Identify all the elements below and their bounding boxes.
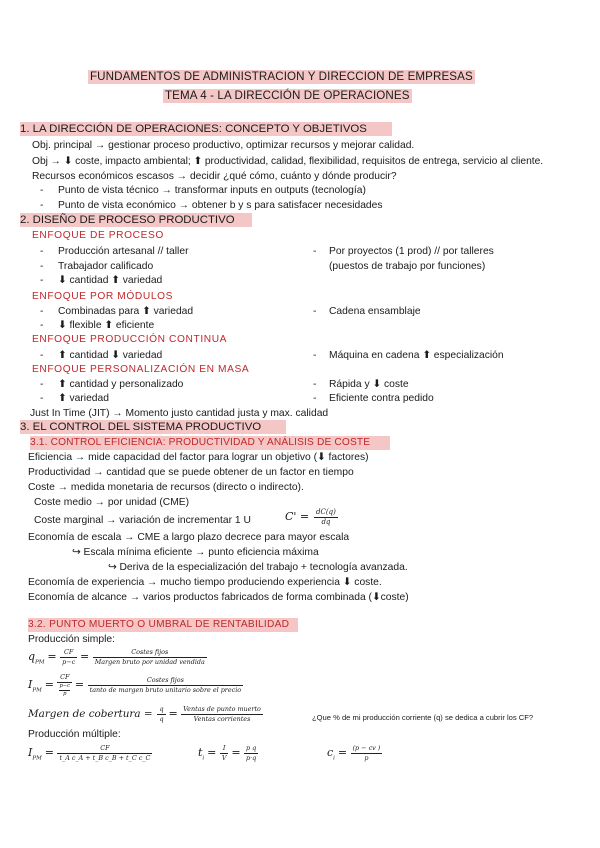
subsection-3-1-heading: 3.1. CONTROL EFICIENCIA: PRODUCTIVIDAD Y ANÁLISIS DE COSTE (30, 436, 390, 450)
bullet-dash: - (40, 261, 44, 272)
ti-den-2: p·q (246, 754, 257, 762)
s3-escala-minima: ↪ Escala mínima eficiente → punto eficiencia máxima (72, 547, 319, 558)
ec-right-1: Máquina en cadena ⬆ especialización (329, 350, 504, 361)
enfoque-proceso-heading: ENFOQUE DE PROCESO (32, 230, 164, 241)
document-subtitle: TEMA 4 - LA DIRECCIÓN DE OPERACIONES (165, 89, 410, 102)
section-3-heading: 3. EL CONTROL DEL SISTEMA PRODUCTIVO (20, 420, 286, 434)
bullet-dash: - (40, 393, 44, 404)
section-2-heading: 2. DISEÑO DE PROCESO PRODUCTIVO (20, 213, 252, 227)
mc-den-1: q (159, 715, 164, 723)
marginal-cost-formula (285, 508, 338, 527)
bullet-dash: - (313, 393, 317, 404)
subsection-3-2-heading: 3.2. PUNTO MUERTO O UMBRAL DE RENTABILIDAD (28, 618, 298, 632)
bullet-dash: - (40, 200, 44, 211)
ti-symbol: t (198, 746, 203, 760)
ipm-m-symbol: I (28, 746, 33, 760)
produccion-simple-label: Producción simple: (28, 634, 115, 645)
ipm-m-num: CF (57, 744, 152, 754)
bullet-dash: - (40, 320, 44, 331)
ep-item-3: ⬇ cantidad ⬆ variedad (58, 275, 163, 286)
ipm-den-2: tanto de margen bruto unitario sobre el precio (89, 686, 242, 694)
s1-objective-main: Obj. principal → gestionar proceso productivo, optimizar recursos y mejorar calidad. (32, 140, 415, 151)
ci-formula: $c_i$ = $\frac{(p - cv )}{p}$ (327, 744, 381, 762)
ipm-num-2: Costes fijos (88, 676, 243, 686)
ci-den: p (364, 754, 369, 762)
em-item-1: Combinadas para ⬆ variedad (58, 306, 194, 317)
margen-cobertura-formula: Margen de cobertura = $\frac{q}{q}$ = $\frac{\text{Ventas de punto muerto}}{\text{Ventas corrientes}}$ (28, 705, 261, 723)
ep-right-2: (puestos de trabajo por funciones) (329, 261, 486, 272)
ec-item-1: ⬆ cantidad ⬇ variedad (58, 350, 163, 361)
ipm-num-1: CF (57, 673, 72, 683)
s3-economia-experiencia: Economía de experiencia → mucho tiempo produciendo experiencia ⬇ coste. (28, 577, 382, 588)
jit-line: Just In Time (JIT) → Momento justo cantidad justa y max. calidad (30, 408, 329, 419)
s3-coste-medio: Coste medio → por unidad (CME) (34, 497, 190, 508)
qpm-num-2: Costes fijos (93, 648, 207, 658)
ci-num: (p − cv ) (352, 744, 381, 752)
ti-num-1: I (220, 744, 229, 754)
s1-bullet-economic: Punto de vista económico → obtener b y s para satisfacer necesidades (58, 200, 383, 211)
pm-right-1: Rápida y ⬇ coste (329, 379, 409, 390)
qpm-subscript: PM (35, 659, 45, 666)
ipm-den-1b: p (63, 691, 67, 697)
qpm-den-2: Margen bruto por unidad vendida (94, 658, 205, 666)
s3-economia-escala: Economía de escala → CME a largo plazo decrece para mayor escala (28, 532, 350, 543)
s1-bullet-technical: Punto de vista técnico → transformar inputs en outputs (tecnología) (58, 185, 366, 196)
enfoque-masa-heading: ENFOQUE PERSONALIZACIÓN EN MASA (32, 364, 250, 375)
section-1-heading: 1. LA DIRECCIÓN DE OPERACIONES: CONCEPTO Y OBJETIVOS (20, 122, 392, 136)
s1-resources: Recursos económicos escasos → decidir ¿qué cómo, cuánto y dónde producir? (32, 171, 397, 182)
produccion-multiple-label: Producción múltiple: (28, 729, 121, 740)
ti-den-1: V (221, 754, 227, 762)
s3-especializacion: ↪ Deriva de la especialización del trabajo + tecnología avanzada. (108, 562, 408, 573)
document-title: FUNDAMENTOS DE ADMINISTRACION Y DIRECCION DE EMPRESAS (90, 70, 473, 83)
ipm-den-1a: p−c (59, 683, 71, 689)
pm-item-2: ⬆ variedad (58, 393, 109, 404)
em-right-1: Cadena ensamblaje (329, 306, 421, 317)
s3-eficiencia: Eficiencia → mide capacidad del factor para lograr un objetivo (⬇ factores) (28, 452, 369, 463)
pm-right-2: Eficiente contra pedido (329, 393, 434, 404)
ep-right-1: Por proyectos (1 prod) // por talleres (329, 246, 494, 257)
ipm-m-subscript: PM (32, 755, 42, 762)
ipm-symbol: I (28, 678, 33, 692)
mc-den-2: Ventas corrientes (193, 715, 251, 723)
s3-economia-alcance: Economía de alcance → varios productos fabricados de forma combinada (⬇coste) (28, 592, 409, 603)
ci-symbol: c (327, 746, 334, 760)
mc-num-1: q (159, 705, 164, 713)
bullet-dash: - (40, 379, 44, 390)
s3-productividad: Productividad → cantidad que se puede obtener de un factor en tiempo (28, 467, 354, 478)
ep-item-2: Trabajador calificado (58, 261, 154, 272)
s1-objectives: Obj → ⬇ coste, impacto ambiental; ⬆ productividad, calidad, flexibilidad, requisitos de entrega, servicio al cliente. (32, 156, 544, 167)
ipm-multiple-formula: $I_{PM}$ = $\frac{CF}{\text{t\_A c\_A + t\_B c\_B + t\_C c\_C}}$ (28, 744, 151, 762)
qpm-num-1: CF (60, 648, 77, 658)
bullet-dash: - (40, 185, 44, 196)
formula-lhs: C' = (285, 510, 310, 524)
ti-formula: $t_i$ = $\frac{I}{V}$ = $\frac{\text{p q}}{p\cdot q}$ (198, 744, 257, 762)
qpm-symbol: q (28, 650, 36, 664)
formula-denominator: dq (321, 518, 331, 526)
mc-num-2: Ventas de punto muerto (183, 705, 261, 713)
ipm-formula: $I_{PM}$ = CF p−c p = $\frac{\text{Costes fijos}}{\text{tanto de margen bruto unitario sobre el precio}}$ (28, 673, 242, 697)
enfoque-continua-heading: ENFOQUE PRODUCCIÓN CONTINUA (32, 334, 228, 345)
s3-coste-marginal: Coste marginal → variación de incrementar 1 U (34, 515, 251, 526)
cobertura-question: ¿Que % de mi producción corriente (q) se dedica a cubrir los CF? (312, 713, 534, 722)
ep-item-1: Producción artesanal // taller (58, 246, 189, 257)
em-item-2: ⬇ flexible ⬆ eficiente (58, 320, 155, 331)
bullet-dash: - (40, 275, 44, 286)
bullet-dash: - (40, 306, 44, 317)
enfoque-modulos-heading: ENFOQUE POR MÓDULOS (32, 291, 174, 302)
qpm-formula: $q_{PM}$ = $\frac{CF}{p-c}$ = $\frac{\text{Costes fijos}}{\text{Margen bruto por unidad vendida}}$ (28, 648, 205, 666)
qpm-den-1: p−c (62, 658, 76, 666)
mc-lhs: Margen de cobertura = (28, 708, 153, 721)
bullet-dash: - (313, 246, 317, 257)
ipm-subscript: PM (32, 687, 42, 694)
formula-numerator: dC(q) (316, 508, 336, 516)
s3-coste: Coste → medida monetaria de recursos (directo o indirecto). (28, 482, 304, 493)
bullet-dash: - (40, 350, 44, 361)
ti-num-2: p q (246, 744, 257, 752)
bullet-dash: - (313, 350, 317, 361)
bullet-dash: - (313, 379, 317, 390)
pm-item-1: ⬆ cantidad y personalizado (58, 379, 184, 390)
ipm-m-den: t_A c_A + t_B c_B + t_C c_C (59, 754, 151, 762)
bullet-dash: - (313, 306, 317, 317)
bullet-dash: - (40, 246, 44, 257)
